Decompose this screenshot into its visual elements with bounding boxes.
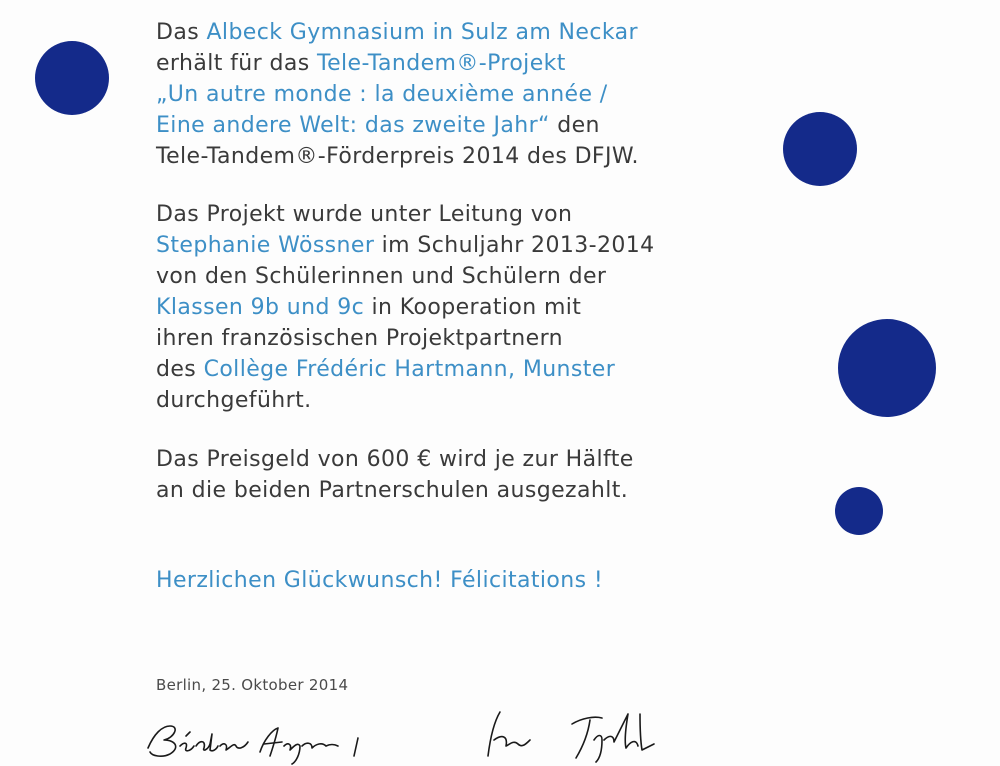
place-date: Berlin, 25. Oktober 2014 (156, 676, 349, 694)
project-title-de: Eine andere Welt: das zweite Jahr“ (156, 113, 550, 138)
classes: Klassen 9b und 9c (156, 295, 365, 320)
text: Das (156, 20, 207, 45)
decorative-dot (783, 112, 857, 186)
text-line (156, 230, 655, 261)
decorative-dot (35, 41, 109, 115)
text-line: Das Preisgeld von 600 € wird je zur Hälfte (156, 447, 634, 472)
text-line: an die beiden Partnerschulen ausgezahlt. (156, 478, 629, 503)
text-line: ihren französischen Projektpartnern (156, 326, 563, 351)
award-name: Tele-Tandem®-Förderpreis 2014 des DFJW. (156, 144, 639, 169)
partner-school: Collège Frédéric Hartmann, Munster (203, 357, 616, 382)
prize-paragraph (156, 444, 634, 506)
decorative-dot (835, 487, 883, 535)
text-line (156, 354, 655, 385)
text-line: Das Projekt wurde unter Leitung von (156, 202, 573, 227)
text-line: von den Schülerinnen und Schülern der (156, 264, 607, 289)
greeting: Herzlichen Glückwunsch! Félicitations ! (156, 568, 604, 593)
text: des (156, 357, 204, 382)
text-line (156, 110, 639, 141)
project-type: Tele-Tandem®-Projekt (316, 51, 566, 76)
teacher-name: Stephanie Wössner (156, 233, 375, 258)
project-paragraph (156, 199, 655, 416)
text: erhält für das (156, 51, 317, 76)
text-line (156, 17, 639, 48)
text-line (156, 292, 655, 323)
decorative-dot (838, 319, 936, 417)
school-name: Albeck Gymnasium in Sulz am Neckar (206, 20, 638, 45)
text: den (549, 113, 600, 138)
text: in Kooperation mit (364, 295, 582, 320)
signature-right (478, 700, 678, 766)
text: im Schuljahr 2013-2014 (374, 233, 655, 258)
signature-left (140, 712, 380, 766)
text-line (156, 48, 639, 79)
award-paragraph (156, 17, 639, 172)
text-line: durchgeführt. (156, 388, 312, 413)
project-title-fr: „Un autre monde : la deuxième année / (156, 82, 608, 107)
